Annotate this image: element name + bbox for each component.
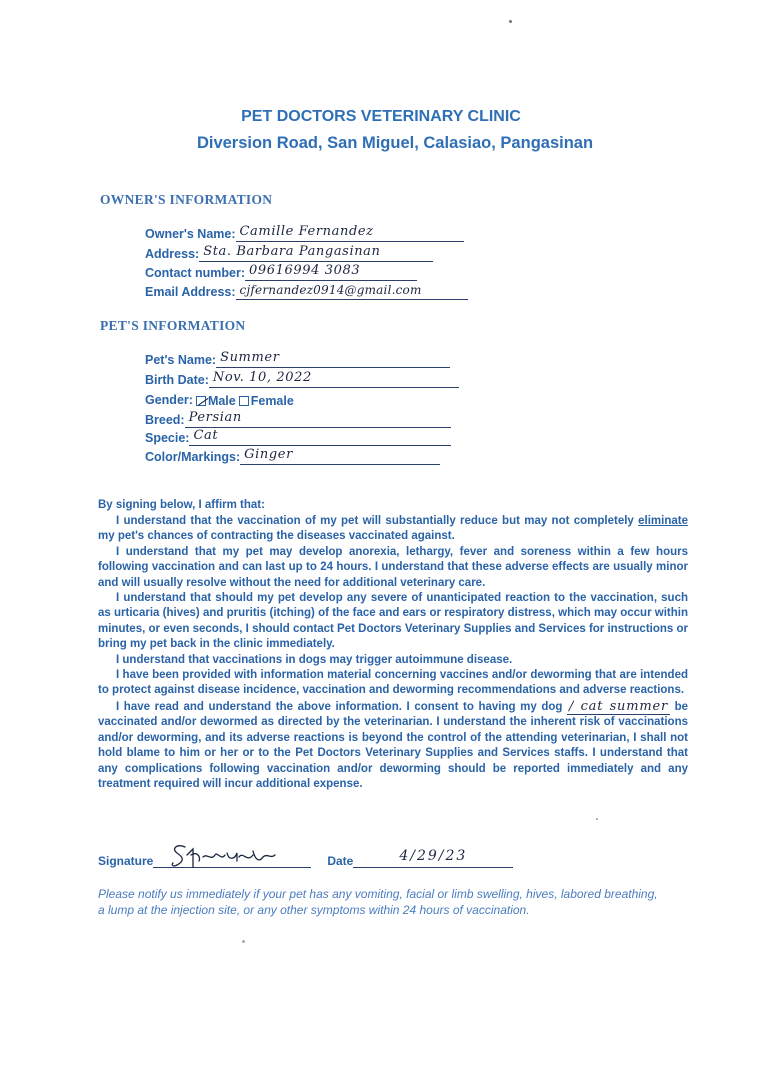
breed-value[interactable]: Persian bbox=[185, 410, 451, 428]
pet-name-label: Pet's Name: bbox=[145, 353, 217, 367]
address-label: Address: bbox=[145, 247, 200, 261]
clinic-name: PET DOCTORS VETERINARY CLINIC bbox=[241, 108, 521, 125]
gender-label: Gender: bbox=[145, 393, 193, 407]
color-markings-value[interactable]: Ginger bbox=[240, 447, 440, 465]
consent-paragraph-6 bbox=[98, 699, 688, 792]
post-vaccination-notice: Please notify us immediately if your pet has any vomiting, facial or limb swelling, hives, labored breathing, a lump at the injection site, or any other symptoms within 24 hours of vaccination. bbox=[98, 887, 658, 917]
contact-field bbox=[145, 263, 417, 281]
consent-paragraph-5: I have been provided with information material concerning vaccines and/or deworming that are intended to protect against disease incidence, vaccination and deworming recommendations and adverse reactions. bbox=[98, 669, 688, 697]
clinic-address: Diversion Road, San Miguel, Calasiao, Pangasinan bbox=[196, 134, 594, 152]
owner-name-label: Owner's Name: bbox=[145, 227, 236, 241]
owner-name-field bbox=[145, 224, 464, 242]
pet-name-field bbox=[145, 350, 450, 368]
signature-field[interactable] bbox=[153, 847, 311, 868]
breed-label: Breed: bbox=[145, 413, 185, 427]
consent-intro: By signing below, I affirm that: bbox=[98, 499, 265, 511]
consent-paragraph-2: I understand that my pet may develop anorexia, lethargy, fever and soreness within a few hours following vaccination and can last up to 24 hours. I understand that these adverse effects are usually minor and will usually resolve without the need for additional veterinary care. bbox=[98, 545, 688, 589]
gender-male-option[interactable] bbox=[196, 394, 236, 408]
consent-paragraph-1 bbox=[98, 514, 688, 545]
address-field bbox=[145, 244, 433, 262]
pet-consent-handwritten[interactable]: / cat summer bbox=[569, 698, 668, 714]
pet-section-title: PET'S INFORMATION bbox=[100, 318, 246, 333]
p1-eliminate: eliminate bbox=[638, 515, 688, 527]
birth-date-label: Birth Date: bbox=[145, 373, 209, 387]
consent-paragraphs bbox=[98, 514, 688, 792]
scan-speck bbox=[596, 818, 598, 820]
pet-name-value[interactable]: Summer bbox=[216, 350, 450, 368]
date-value[interactable]: 4/29/23 bbox=[353, 847, 513, 868]
contact-value[interactable]: 09616994 3083 bbox=[245, 263, 417, 281]
owner-name-value[interactable]: Camille Fernandez bbox=[236, 224, 464, 242]
p6-text-a: I have read and understand the above information. I consent to having my dog bbox=[116, 700, 568, 713]
p1-text-a: I understand that the vaccination of my pet will substantially reduce but may not completely bbox=[116, 515, 634, 527]
birth-date-field bbox=[145, 370, 459, 388]
consent-paragraph-4: I understand that vaccinations in dogs may trigger autoimmune disease. bbox=[116, 653, 513, 666]
p6-text-b: be vaccinated and/or dewormed as directed by the veterinarian. I understand the inherent risk of vaccinations and/or deworming, and its adverse reactions is beyond the control of the attending veterinarian, I shall not hold blame to him or her or to the Pet Doctors Veterinary Supplies and Services staffs. I understand that any complications following vaccination and/or deworming should be reported immediately and any treatment required will incur additional expense. bbox=[98, 700, 689, 790]
signature-label: Signature bbox=[98, 854, 154, 868]
female-label: Female bbox=[250, 394, 294, 408]
consent-paragraph-3: I understand that should my pet develop any severe of unanticipated reaction to the vaccination, such as urticaria (hives) and pruritis (itching) of the face and ears or respiratory distress, which may occur within minutes, or even seconds, I should contact Pet Doctors Veterinary Supplies and Services for instructions or bring my pet back in the clinic immediately. bbox=[98, 592, 688, 651]
address-value[interactable]: Sta. Barbara Pangasinan bbox=[199, 244, 433, 262]
birth-date-value[interactable]: Nov. 10, 2022 bbox=[209, 370, 459, 388]
specie-field bbox=[145, 428, 451, 446]
email-field bbox=[145, 282, 468, 300]
date-label: Date bbox=[327, 854, 354, 868]
handwritten-signature bbox=[163, 839, 283, 869]
male-label: Male bbox=[207, 394, 236, 408]
female-checkbox[interactable] bbox=[239, 396, 249, 406]
p1-text-c: my pet's chances of contracting the diseases vaccinated against. bbox=[98, 530, 455, 543]
specie-value[interactable]: Cat bbox=[189, 428, 451, 446]
scan-speck bbox=[509, 20, 512, 23]
email-label: Email Address: bbox=[145, 285, 236, 299]
email-value[interactable]: cjfernandez0914@gmail.com bbox=[236, 282, 468, 300]
signature-row bbox=[98, 848, 513, 868]
scan-speck bbox=[242, 940, 245, 943]
male-checkbox[interactable] bbox=[196, 396, 206, 406]
color-markings-field bbox=[145, 447, 440, 465]
color-markings-label: Color/Markings: bbox=[145, 450, 241, 464]
gender-female-option[interactable] bbox=[239, 394, 294, 408]
gender-field bbox=[145, 390, 294, 408]
contact-label: Contact number: bbox=[145, 266, 245, 280]
specie-label: Specie: bbox=[145, 431, 190, 445]
breed-field bbox=[145, 410, 451, 428]
owner-section-title: OWNER'S INFORMATION bbox=[100, 192, 273, 207]
